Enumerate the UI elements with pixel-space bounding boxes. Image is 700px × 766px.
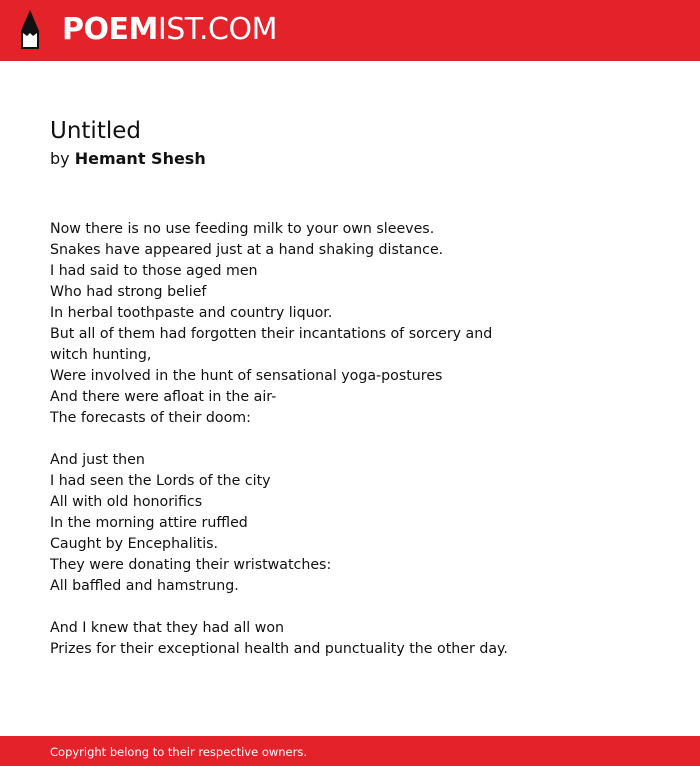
site-footer — [0, 736, 700, 766]
poem-line — [50, 597, 530, 618]
site-header — [0, 0, 700, 61]
poem-line: Were involved in the hunt of sensational yoga-postures — [50, 368, 443, 384]
pencil-nib-icon[interactable] — [17, 9, 43, 51]
brand-bold: POEM — [62, 12, 158, 47]
site-logo-text[interactable] — [62, 12, 277, 48]
poem-line: They were donating their wristwatches: — [50, 557, 332, 573]
poem-line: And there were afloat in the air- — [50, 389, 277, 405]
poem-line: The forecasts of their doom: — [50, 410, 251, 426]
poem-line: All baffled and hamstrung. — [50, 578, 239, 594]
poem-line: Now there is no use feeding milk to your own sleeves. — [50, 221, 435, 237]
author-name: Hemant Shesh — [74, 149, 206, 168]
brand-light: IST.COM — [157, 12, 277, 47]
poem-line: In herbal toothpaste and country liquor. — [50, 305, 333, 321]
poem-line: Snakes have appeared just at a hand shaking distance. — [50, 242, 444, 258]
poem-body — [50, 219, 530, 660]
poem-byline — [50, 149, 206, 169]
poem-line: Prizes for their exceptional health and punctuality the other day. — [50, 641, 508, 657]
poem-line: Caught by Encephalitis. — [50, 536, 219, 552]
poem-line: Who had strong belief — [50, 284, 207, 300]
poem-line: In the morning attire ruffled — [50, 515, 248, 531]
poem-line: All with old honorifics — [50, 494, 203, 510]
poem-line: And I knew that they had all won — [50, 620, 285, 636]
poem-line: I had seen the Lords of the city — [50, 473, 271, 489]
copyright-text: Copyright belong to their respective owners. — [50, 745, 308, 759]
by-prefix: by — [50, 149, 70, 168]
poem-line: And just then — [50, 452, 145, 468]
poem-title: Untitled — [50, 118, 141, 144]
poem-line: But all of them had forgotten their incantations of sorcery and witch hunting, — [50, 326, 497, 363]
poem-line — [50, 429, 530, 450]
poem-line: I had said to those aged men — [50, 263, 258, 279]
